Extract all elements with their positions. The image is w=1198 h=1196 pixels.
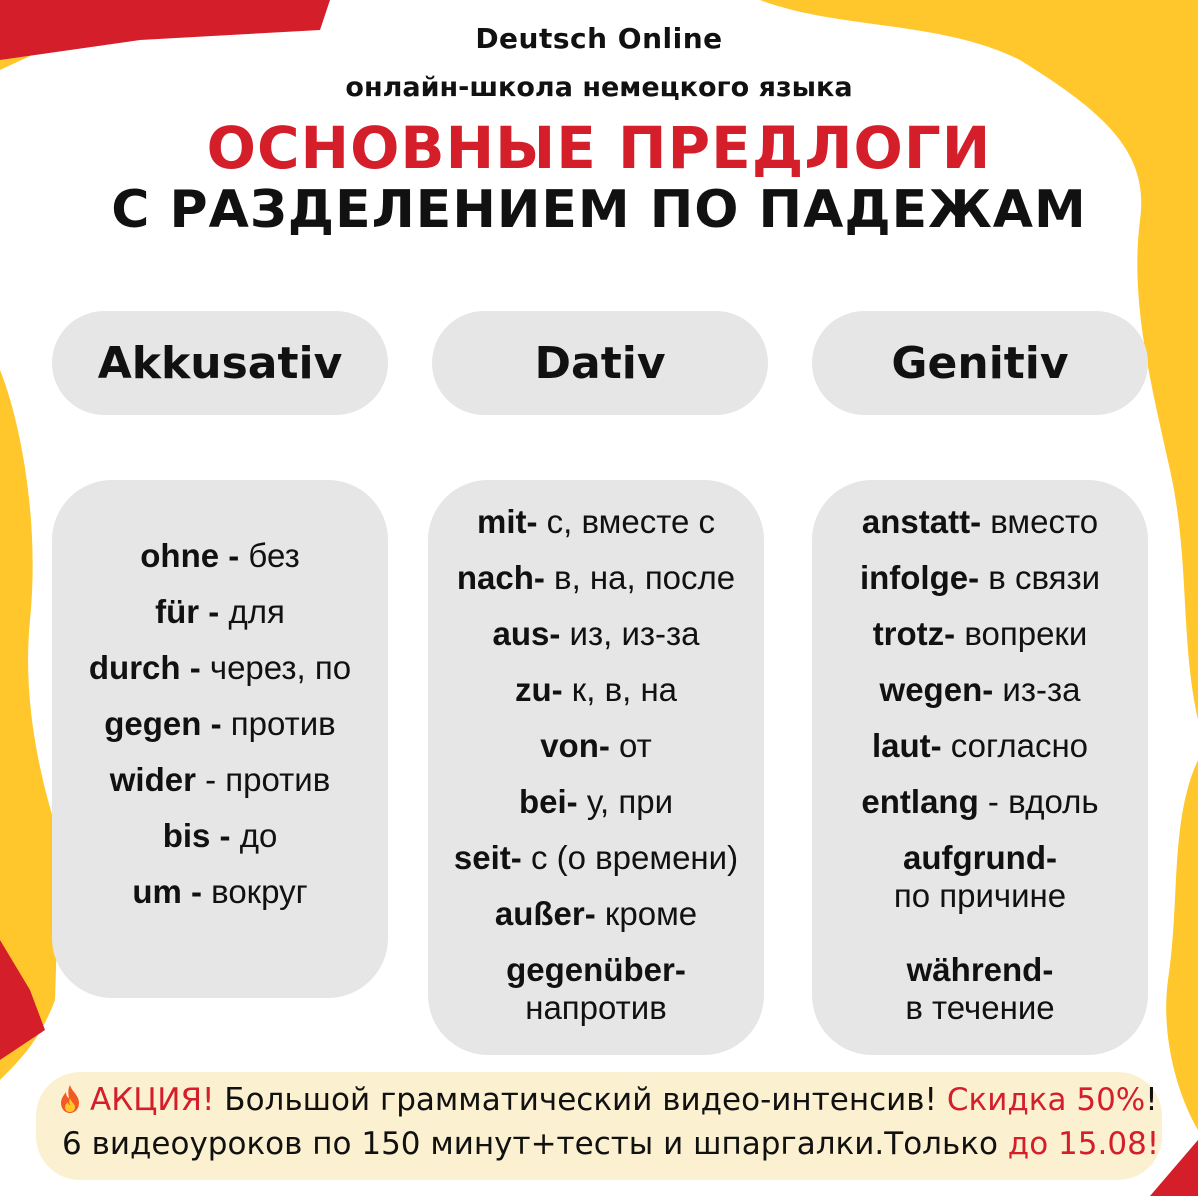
preposition-row bbox=[428, 950, 764, 1026]
separator: - bbox=[944, 615, 965, 652]
separator: - bbox=[584, 895, 605, 932]
separator: - bbox=[1042, 951, 1054, 988]
preposition-translation: в, на, после bbox=[554, 559, 736, 596]
preposition-word: aufgrund bbox=[903, 839, 1046, 876]
preposition-word: infolge bbox=[859, 559, 969, 596]
preposition-word: gegenüber bbox=[506, 951, 675, 988]
preposition-translation: без bbox=[248, 537, 300, 574]
separator: - bbox=[598, 727, 620, 764]
preposition-word: außer bbox=[494, 895, 585, 932]
discount-text: Скидка 50% bbox=[946, 1082, 1146, 1118]
preposition-word: nach bbox=[456, 559, 534, 596]
promo-line-1 bbox=[56, 1082, 1158, 1118]
preposition-translation: от bbox=[619, 727, 652, 764]
preposition-word: trotz bbox=[872, 615, 945, 652]
preposition-row bbox=[428, 782, 764, 822]
preposition-translation: вопреки bbox=[964, 615, 1088, 652]
preposition-translation: напротив bbox=[525, 989, 667, 1026]
preposition-row bbox=[52, 536, 388, 576]
preposition-row bbox=[428, 558, 764, 598]
dativ-card bbox=[428, 480, 764, 1055]
separator: - bbox=[219, 537, 249, 574]
preposition-word: für bbox=[155, 593, 200, 630]
preposition-translation: из-за bbox=[1002, 671, 1081, 708]
preposition-row bbox=[52, 592, 388, 632]
separator: - bbox=[970, 503, 991, 540]
preposition-row bbox=[812, 950, 1148, 1026]
separator: - bbox=[549, 615, 570, 652]
preposition-translation: по причине bbox=[893, 877, 1067, 914]
preposition-translation: у, при bbox=[586, 783, 674, 820]
preposition-row bbox=[428, 838, 764, 878]
preposition-row bbox=[812, 726, 1148, 766]
preposition-word: ohne bbox=[140, 537, 220, 574]
preposition-row bbox=[812, 838, 1148, 914]
brand-subtitle: онлайн-школа немецкого языка bbox=[345, 72, 853, 103]
separator: - bbox=[180, 649, 210, 686]
separator: - bbox=[201, 705, 231, 742]
preposition-word: zu bbox=[514, 671, 552, 708]
deadline-text: до 15.08! bbox=[1007, 1126, 1160, 1162]
preposition-row bbox=[428, 670, 764, 710]
preposition-word: seit bbox=[453, 839, 511, 876]
separator: - bbox=[195, 761, 226, 798]
preposition-row bbox=[812, 558, 1148, 598]
separator: - bbox=[551, 671, 572, 708]
separator: - bbox=[674, 951, 686, 988]
preposition-row bbox=[428, 614, 764, 654]
preposition-translation: до bbox=[239, 817, 278, 854]
separator: - bbox=[930, 727, 951, 764]
preposition-word: von bbox=[540, 727, 599, 764]
preposition-word: anstatt bbox=[861, 503, 971, 540]
preposition-row bbox=[52, 760, 388, 800]
preposition-translation: к, в, на bbox=[571, 671, 678, 708]
preposition-translation: для bbox=[228, 593, 285, 630]
page-title: ОСНОВНЫЕ ПРЕДЛОГИ bbox=[206, 114, 992, 182]
preposition-word: entlang bbox=[861, 783, 979, 820]
separator: - bbox=[982, 671, 1003, 708]
preposition-translation: против bbox=[230, 705, 336, 742]
preposition-word: während bbox=[906, 951, 1043, 988]
promo-label: АКЦИЯ! bbox=[90, 1082, 215, 1118]
preposition-word: mit bbox=[477, 503, 527, 540]
preposition-word: um bbox=[132, 873, 182, 910]
separator: - bbox=[199, 593, 229, 630]
akkusativ-card bbox=[52, 480, 388, 998]
preposition-word: durch bbox=[88, 649, 181, 686]
preposition-translation: вдоль bbox=[1008, 783, 1099, 820]
fire-icon bbox=[56, 1084, 84, 1114]
separator: - bbox=[1045, 839, 1057, 876]
separator: - bbox=[181, 873, 212, 910]
brand-name: Deutsch Online bbox=[475, 22, 723, 55]
separator: - bbox=[978, 783, 1009, 820]
separator: - bbox=[526, 503, 547, 540]
preposition-row bbox=[812, 502, 1148, 542]
preposition-row bbox=[812, 782, 1148, 822]
preposition-translation: из, из-за bbox=[569, 615, 700, 652]
preposition-word: bei bbox=[518, 783, 567, 820]
preposition-word: wider bbox=[109, 761, 196, 798]
preposition-translation: с (о времени) bbox=[530, 839, 739, 876]
genitiv-card bbox=[812, 480, 1148, 1055]
case-header-dativ: Dativ bbox=[432, 311, 768, 415]
separator: - bbox=[566, 783, 587, 820]
preposition-word: bis bbox=[162, 817, 211, 854]
promo-line-2 bbox=[62, 1126, 1159, 1162]
preposition-row bbox=[428, 726, 764, 766]
promo-text: Большой грамматический видео-интенсив! bbox=[214, 1082, 947, 1118]
promo-exclamation: ! bbox=[1145, 1082, 1158, 1118]
preposition-translation: вместо bbox=[990, 503, 1099, 540]
separator: - bbox=[210, 817, 240, 854]
preposition-row bbox=[52, 872, 388, 912]
promo-details: 6 видеоуроков по 150 минут+тесты и шпаргалки.Только bbox=[62, 1126, 1008, 1162]
case-header-genitiv: Genitiv bbox=[812, 311, 1148, 415]
promo-banner bbox=[36, 1072, 1162, 1180]
preposition-word: gegen bbox=[104, 705, 202, 742]
case-header-akkusativ: Akkusativ bbox=[52, 311, 388, 415]
preposition-row bbox=[52, 704, 388, 744]
separator: - bbox=[533, 559, 555, 596]
preposition-row bbox=[428, 894, 764, 934]
preposition-translation: против bbox=[225, 761, 331, 798]
preposition-translation: через, по bbox=[209, 649, 352, 686]
preposition-row bbox=[812, 614, 1148, 654]
preposition-row bbox=[52, 816, 388, 856]
preposition-translation: в течение bbox=[905, 989, 1055, 1026]
preposition-translation: с, вместе с bbox=[546, 503, 715, 540]
preposition-translation: в связи bbox=[988, 559, 1101, 596]
preposition-word: wegen bbox=[879, 671, 983, 708]
preposition-translation: согласно bbox=[950, 727, 1089, 764]
preposition-translation: вокруг bbox=[211, 873, 308, 910]
separator: - bbox=[968, 559, 989, 596]
page-subtitle: С РАЗДЕЛЕНИЕМ ПО ПАДЕЖАМ bbox=[111, 180, 1087, 240]
separator: - bbox=[510, 839, 531, 876]
preposition-word: aus bbox=[492, 615, 550, 652]
preposition-row bbox=[428, 502, 764, 542]
preposition-row bbox=[52, 648, 388, 688]
preposition-word: laut bbox=[871, 727, 931, 764]
preposition-translation: кроме bbox=[604, 895, 698, 932]
preposition-row bbox=[812, 670, 1148, 710]
